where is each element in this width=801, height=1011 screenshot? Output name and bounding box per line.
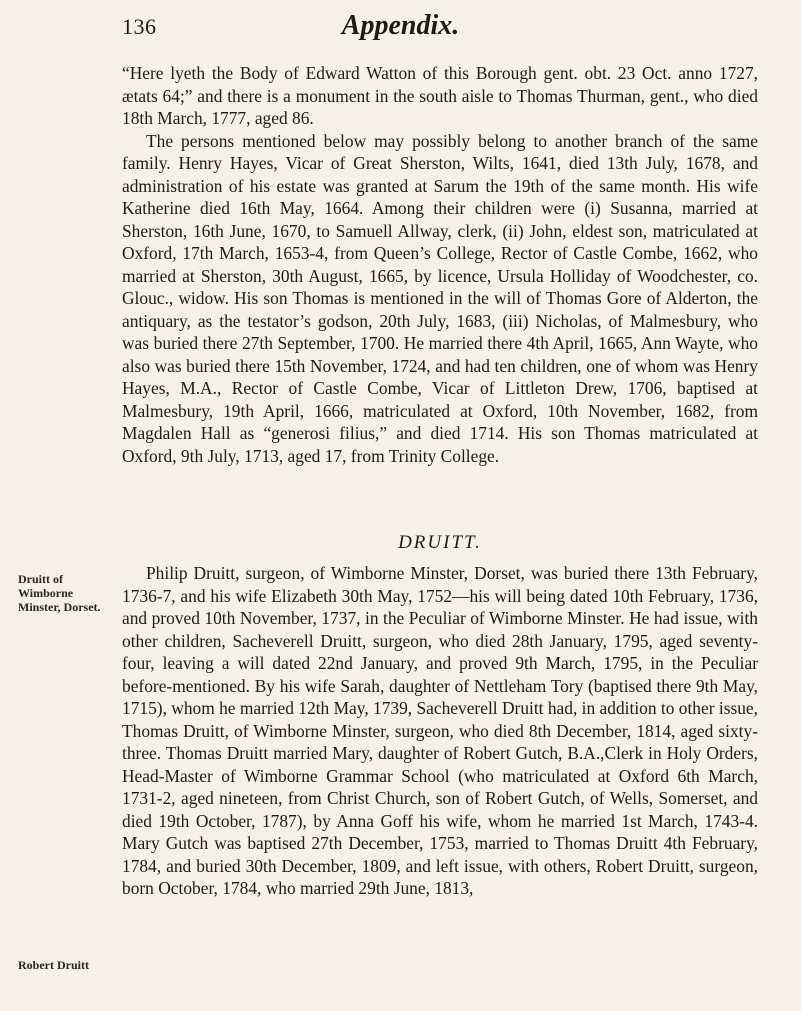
hayes-paragraph: The persons mentioned below may possibly belong to another branch of the same family. Henry Hayes, Vicar of Great Sherston, Wilts, 1641, died 13th July, 1678, and administration of his estate was granted at Sarum the 19th of the same month. His wife Katherine died 16th May, 1664. Among their children were (i) Susanna, married at Sherston, 16th June, 1670, to Samuell Allway, clerk, (ii) John, eldest son, matriculated at Oxford, 17th March, 1653-4, from Queen’s College, Rector of Castle Combe, 1662, who married at Sherston, 30th August, 1665, by licence, Ursula Holliday of Woodchester, co. Glouc., widow. His son Thomas is mentioned in the will of Thomas Gore of Alderton, the antiquary, as the testator’s godson, 20th July, 1683, (iii) Nicholas, of Malmesbury, who was buried there 27th September, 1700. He married there 4th April, 1665, Ann Wayte, who also was buried there 15th November, 1724, and had ten children, one of whom was Henry Hayes, M.A., Rector of Castle Combe, Vicar of Littleton Drew, 1706, baptised at Malmesbury, 19th April, 1666, matriculated at Oxford, 10th November, 1682, from Magdalen Hall as “generosi filius,” and died 1714. His son Thomas matriculated at Oxford, 9th July, 1713, aged 17, from Trinity College. — [122, 130, 758, 466]
page-number: 136 — [122, 14, 157, 39]
running-title: Appendix. — [341, 10, 460, 41]
watton-section — [122, 62, 758, 467]
epitaph-paragraph: “Here lyeth the Body of Edward Watton of this Borough gent. obt. 23 Oct. anno 1727, ætats 64;” and there is a monument in the south aisle to Thomas Thurman, gent., who died 18th March, 1777, aged 86. — [122, 63, 758, 128]
side-note-robert-druitt: Robert Druitt — [18, 958, 89, 972]
druitt-section — [122, 562, 758, 900]
side-note-druitt-of-wimborne: Druitt of Wimborne Minster, Dorset. — [18, 572, 101, 614]
druitt-paragraph: Philip Druitt, surgeon, of Wimborne Minster, Dorset, was buried there 13th February, 1736-7, and his wife Elizabeth 30th May, 1752—his will being dated 10th February, 1736, and proved 10th November, 1737, in the Peculiar of Wimborne Minster. He had issue, with other children, Sacheverell Druitt, surgeon, who died 28th January, 1795, aged seventy-four, leaving a will dated 22nd January, and proved 9th March, 1795, in the Peculiar before-mentioned. By his wife Sarah, daughter of Nettleham Tory (baptised there 9th May, 1715), whom he married 12th May, 1739, Sacheverell Druitt had, in addition to other issue, Thomas Druitt, of Wimborne Minster, surgeon, who died 8th December, 1814, aged sixty-three. Thomas Druitt married Mary, daughter of Robert Gutch, B.A.,Clerk in Holy Orders, Head-Master of Wimborne Grammar School (who matriculated at Oxford 6th March, 1731-2, aged nineteen, from Christ Church, son of Robert Gutch, of Wells, Somerset, and died 19th October, 1787), by Anna Goff his wife, whom he married 1st March, 1743-4. Mary Gutch was baptised 27th December, 1753, married to Thomas Druitt 4th February, 1784, and buried 30th December, 1809, and left issue, with others, Robert Druitt, surgeon, born October, 1784, who married 29th June, 1813, — [122, 563, 758, 898]
druitt-heading: DRUITT. — [398, 532, 482, 553]
